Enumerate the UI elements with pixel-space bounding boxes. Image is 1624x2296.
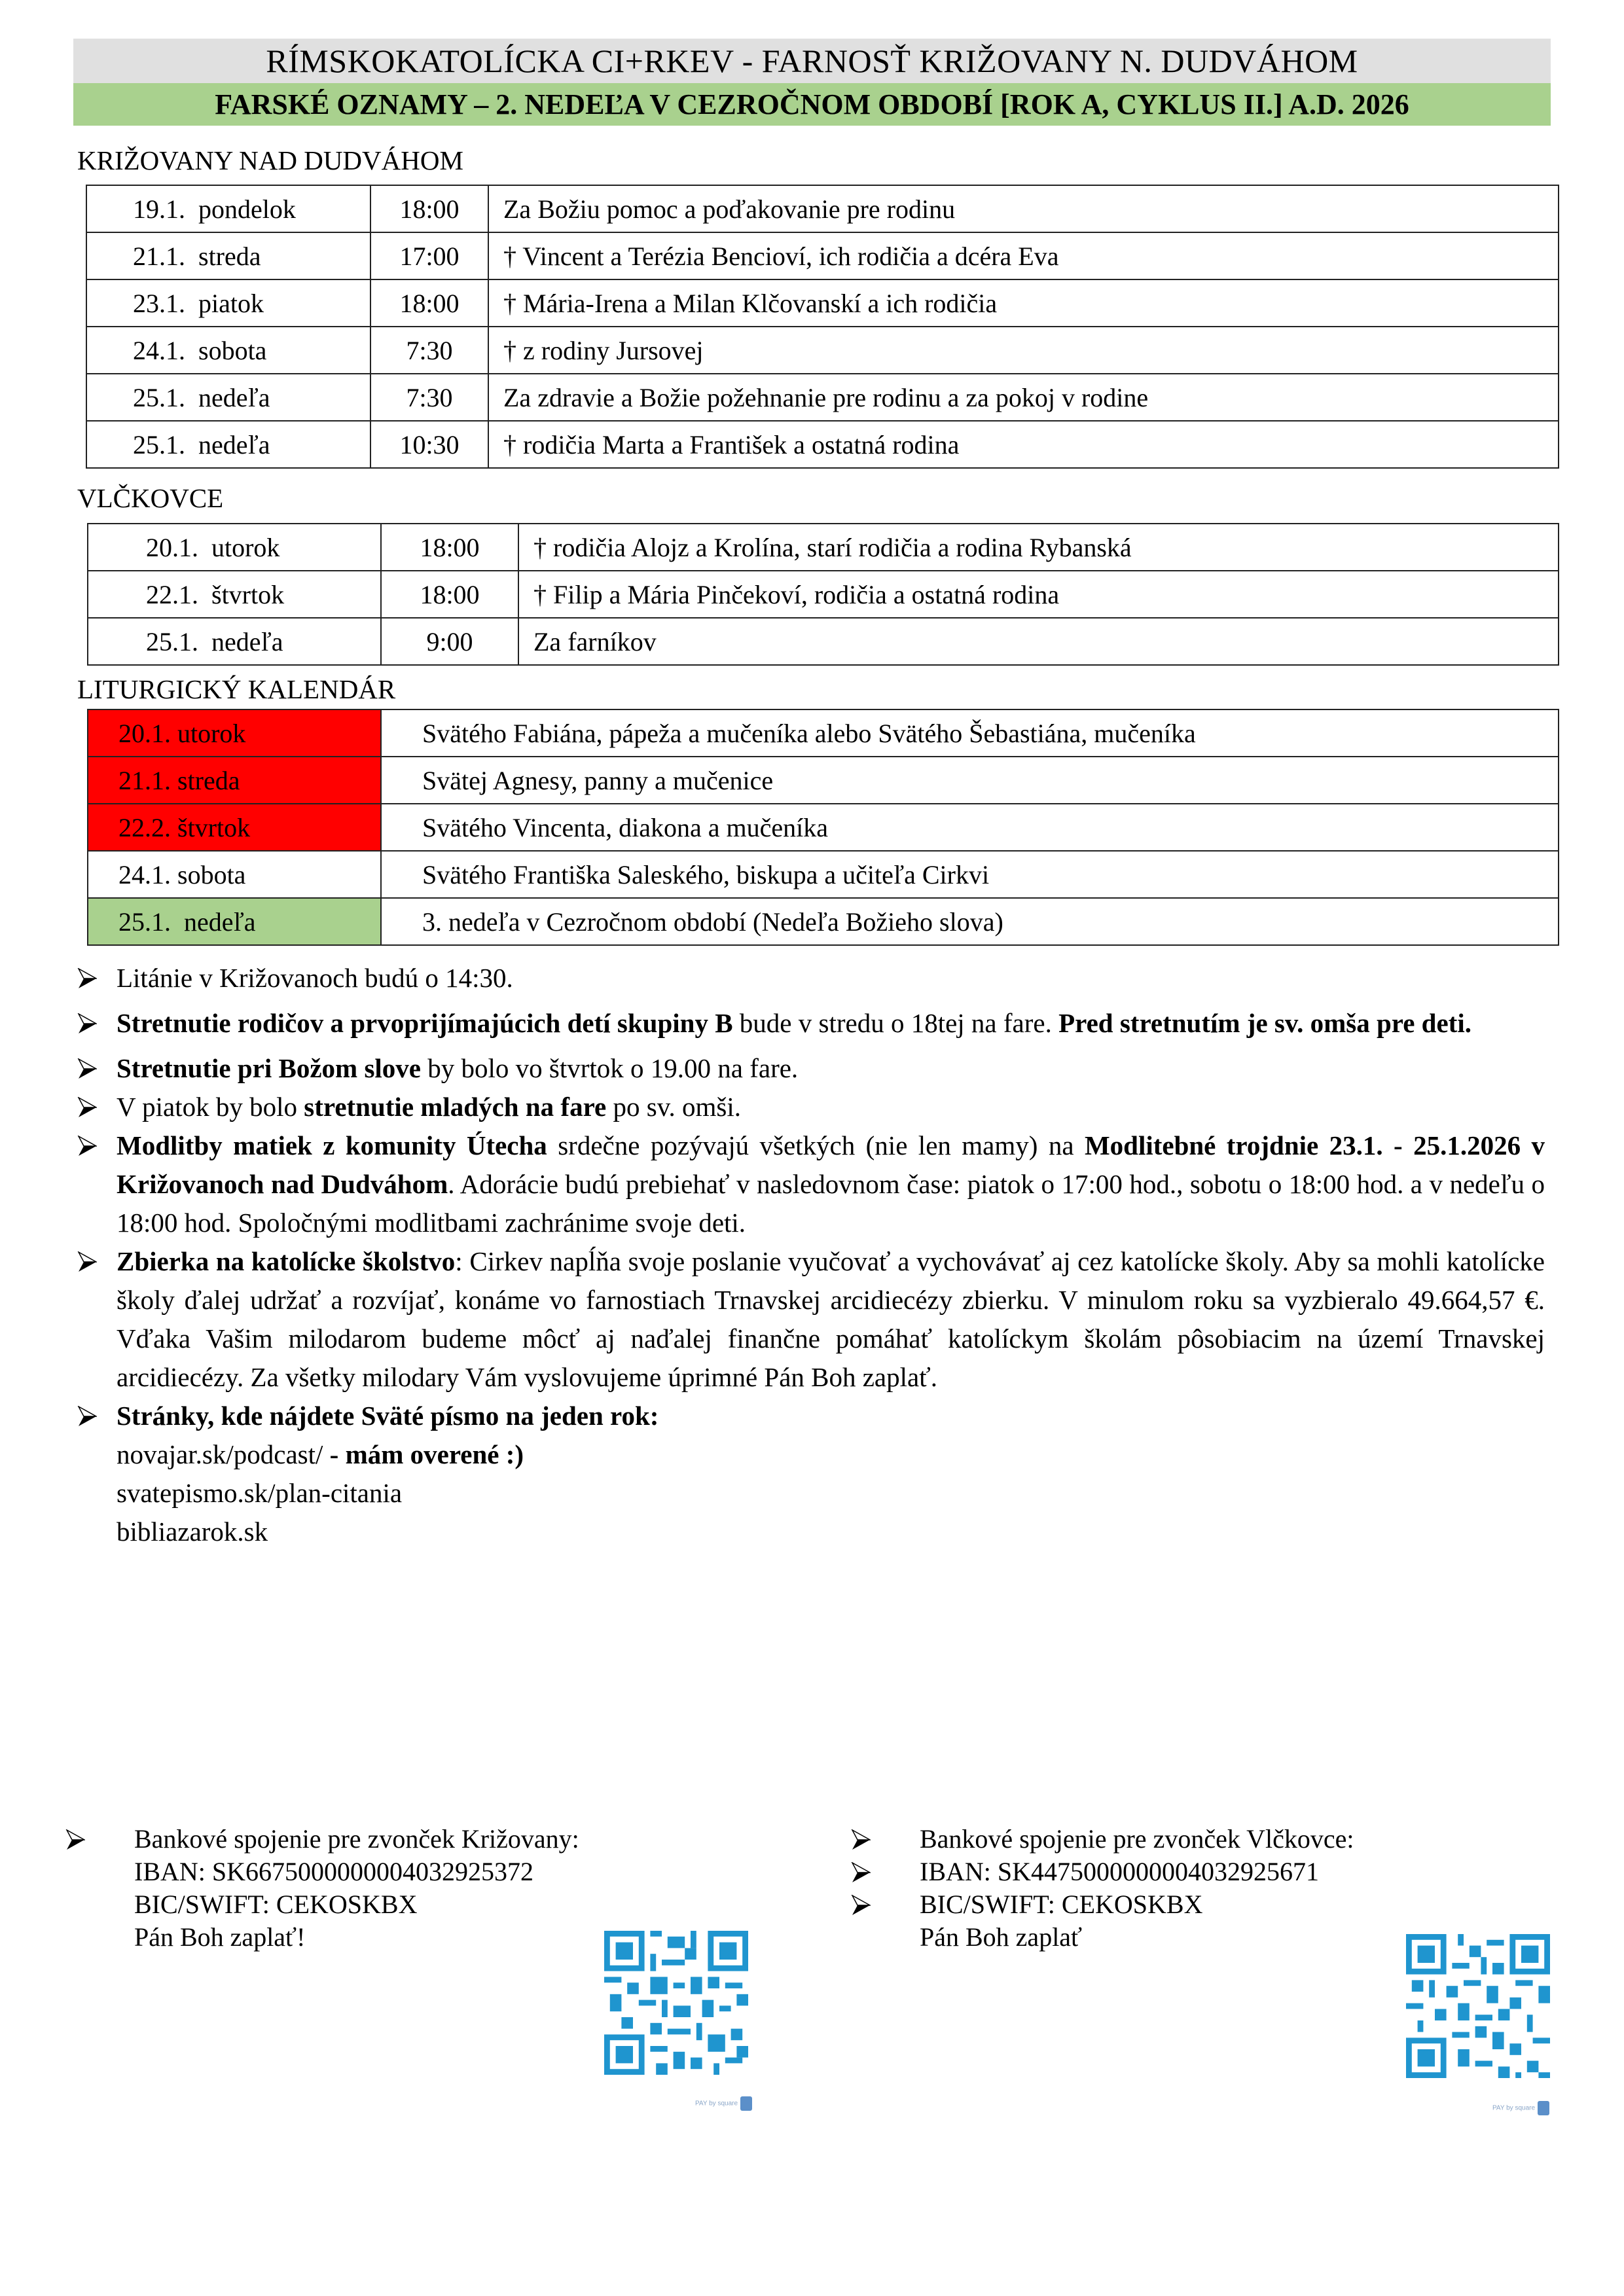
feast-date: 20.1. utorok (88, 709, 381, 757)
mass-time: 17:00 (370, 232, 488, 279)
thanks-vlckovce: Pán Boh zaplať (920, 1922, 1083, 1952)
mass-date: 25.1. nedeľa (86, 421, 370, 468)
feast-date: 25.1. nedeľa (88, 898, 381, 945)
mass-time: 10:30 (370, 421, 488, 468)
table-row (88, 757, 1559, 804)
qr-code-icon-krizovany (604, 1931, 748, 2075)
arrow-bullet-icon (77, 1058, 97, 1079)
link-novajar[interactable]: novajar.sk/podcast/ (117, 1439, 323, 1469)
table-row (88, 571, 1559, 618)
feast-date: 24.1. sobota (88, 851, 381, 898)
parish-title: RÍMSKOKATOLÍCKA CI+RKEV - FARNOSŤ KRIŽOVANY N. DUDVÁHOM (73, 39, 1551, 83)
bible-links: novajar.sk/podcast/ - mám overené :) svatepismo.sk/plan-citania bibliazarok.sk (77, 1435, 1545, 1551)
link-bibliazarok[interactable]: bibliazarok.sk (117, 1516, 268, 1547)
mass-schedule-vlckovce (87, 523, 1559, 666)
bic-krizovany: BIC/SWIFT: CEKOSKBX (134, 1890, 418, 1919)
mass-intention: † rodičia Alojz a Krolína, starí rodičia a rodina Rybanská (518, 524, 1559, 571)
feast-name: Svätej Agnesy, panny a mučenice (381, 757, 1559, 804)
mass-intention: Za zdravie a Božie požehnanie pre rodinu a za pokoj v rodine (488, 374, 1559, 421)
thanks-krizovany: Pán Boh zaplať! (134, 1922, 306, 1952)
table-row (86, 279, 1559, 327)
section-label-krizovany: KRIŽOVANY NAD DUDVÁHOM (77, 145, 463, 175)
arrow-bullet-icon (851, 1895, 871, 1916)
table-row (86, 421, 1559, 468)
mass-time: 18:00 (381, 524, 518, 571)
mass-intention: Za farníkov (518, 618, 1559, 665)
mass-time: 7:30 (370, 374, 488, 421)
liturgical-calendar (87, 709, 1559, 946)
mass-intention: † Mária-Irena a Milan Klčovanskí a ich rodičia (488, 279, 1559, 327)
announcements-list (77, 959, 1545, 1551)
announcement-mothers-prayers: Modlitby matiek z komunity Útecha srdečne pozývajú všetkých (nie len mamy) na Modlitebné trojdnie 23.1. - 25.1.2026 v Križovanoch nad Dudváhom. Adorácie budú prebiehať v nasledovnom čase: piatok o 17:00 hod., sobotu o 18:00 hod. a v nedeľu o 18:00 hod. Spoločnými modlitbami zachránime svoje deti. (77, 1126, 1545, 1242)
mass-intention: † z rodiny Jursovej (488, 327, 1559, 374)
announcement-school-collection: Zbierka na katolícke školstvo: Cirkev napĺňa svoje poslanie vyučovať a vychovávať aj cez katolícke školy. Aby sa mohli katolícke školy ďalej udržať a rozvíjať, konáme vo farnostiach Trnavskej arcidiecézy zbierku. V minulom roku sa vyzbieralo 49.664,57 €. Vďaka Vašim milodarom budeme môcť aj naďalej finančne pomáhať katolíckym školám pôsobiacim na území Trnavskej arcidiecézy. Za všetky milodary Vám vyslovujeme úprimné Pán Boh zaplať. (77, 1242, 1545, 1397)
feast-date: 21.1. streda (88, 757, 381, 804)
arrow-bullet-icon (65, 1829, 85, 1850)
feast-name: 3. nedeľa v Cezročnom období (Nedeľa Božieho slova) (381, 898, 1559, 945)
table-row (86, 327, 1559, 374)
mass-date: 25.1. nedeľa (88, 618, 381, 665)
mass-intention: † Filip a Mária Pinčekoví, rodičia a ostatná rodina (518, 571, 1559, 618)
mass-time: 18:00 (381, 571, 518, 618)
iban-vlckovce: IBAN: SK4475000000004032925671 (920, 1857, 1320, 1886)
arrow-bullet-icon (77, 1136, 97, 1157)
mass-date: 25.1. nedeľa (86, 374, 370, 421)
section-label-vlckovce: VLČKOVCE (77, 483, 224, 513)
arrow-bullet-icon (77, 1013, 97, 1034)
pay-by-square-logo: PAY by square (1492, 2101, 1549, 2115)
announcement-bible-sites: Stránky, kde nájdete Sväté písmo na jeden rok: (77, 1397, 1545, 1435)
mass-date: 19.1. pondelok (86, 185, 370, 232)
mass-schedule-krizovany (86, 185, 1559, 469)
mass-time: 7:30 (370, 327, 488, 374)
announcements-subtitle: FARSKÉ OZNAMY – 2. NEDEĽA V CEZROČNOM OBDOBÍ [ROK A, CYKLUS II.] A.D. 2026 (73, 83, 1551, 126)
feast-name: Svätého Vincenta, diakona a mučeníka (381, 804, 1559, 851)
table-row (88, 804, 1559, 851)
arrow-bullet-icon (77, 1251, 97, 1272)
table-row (88, 524, 1559, 571)
table-row (86, 232, 1559, 279)
mass-time: 9:00 (381, 618, 518, 665)
mass-date: 23.1. piatok (86, 279, 370, 327)
arrow-bullet-icon (77, 1097, 97, 1118)
pay-by-square-icon (740, 2096, 752, 2111)
qr-code-icon-vlckovce (1406, 1934, 1550, 2078)
mass-time: 18:00 (370, 279, 488, 327)
mass-date: 20.1. utorok (88, 524, 381, 571)
iban-krizovany: IBAN: SK6675000000004032925372 (134, 1857, 534, 1886)
pay-by-square-icon (1538, 2101, 1549, 2115)
feast-date: 22.2. štvrtok (88, 804, 381, 851)
mass-intention: † rodičia Marta a František a ostatná rodina (488, 421, 1559, 468)
table-row (88, 618, 1559, 665)
link-svatepismo[interactable]: svatepismo.sk/plan-citania (117, 1478, 403, 1508)
pay-by-square-logo: PAY by square (695, 2096, 752, 2111)
section-label-liturgical: LITURGICKÝ KALENDÁR (77, 674, 396, 704)
bank-info-krizovany: Bankové spojenie pre zvonček Križovany: IBAN: SK6675000000004032925372 BIC/SWIFT: CEKOSKBX Pán Boh zaplať! (65, 1823, 579, 1954)
feast-name: Svätého Fabiána, pápeža a mučeníka alebo Svätého Šebastiána, mučeníka (381, 709, 1559, 757)
table-row (86, 185, 1559, 232)
arrow-bullet-icon (77, 968, 97, 989)
table-row (86, 374, 1559, 421)
announcement-litanies: Litánie v Križovanoch budú o 14:30. (77, 959, 1545, 997)
mass-date: 21.1. streda (86, 232, 370, 279)
arrow-bullet-icon (77, 1406, 97, 1427)
mass-intention: Za Božiu pomoc a poďakovanie pre rodinu (488, 185, 1559, 232)
bic-vlckovce: BIC/SWIFT: CEKOSKBX (920, 1890, 1203, 1919)
table-row (88, 709, 1559, 757)
feast-name: Svätého Františka Saleského, biskupa a učiteľa Cirkvi (381, 851, 1559, 898)
arrow-bullet-icon (851, 1829, 871, 1850)
announcement-word-of-god: Stretnutie pri Božom slove by bolo vo štvrtok o 19.00 na fare. (77, 1049, 1545, 1088)
mass-time: 18:00 (370, 185, 488, 232)
announcement-parents-meeting: Stretnutie rodičov a prvoprijímajúcich detí skupiny B bude v stredu o 18tej na fare. Pred stretnutím je sv. omša pre deti. (77, 1004, 1545, 1043)
announcement-youth-meeting: V piatok by bolo stretnutie mladých na fare po sv. omši. (77, 1088, 1545, 1126)
bank-info-vlckovce: Bankové spojenie pre zvonček Vlčkovce: IBAN: SK4475000000004032925671 BIC/SWIFT: CEKOSKBX Pán Boh zaplať (851, 1823, 1354, 1954)
mass-intention: † Vincent a Terézia Bencioví, ich rodičia a dcéra Eva (488, 232, 1559, 279)
mass-date: 22.1. štvrtok (88, 571, 381, 618)
mass-date: 24.1. sobota (86, 327, 370, 374)
table-row (88, 898, 1559, 945)
table-row (88, 851, 1559, 898)
arrow-bullet-icon (851, 1862, 871, 1883)
